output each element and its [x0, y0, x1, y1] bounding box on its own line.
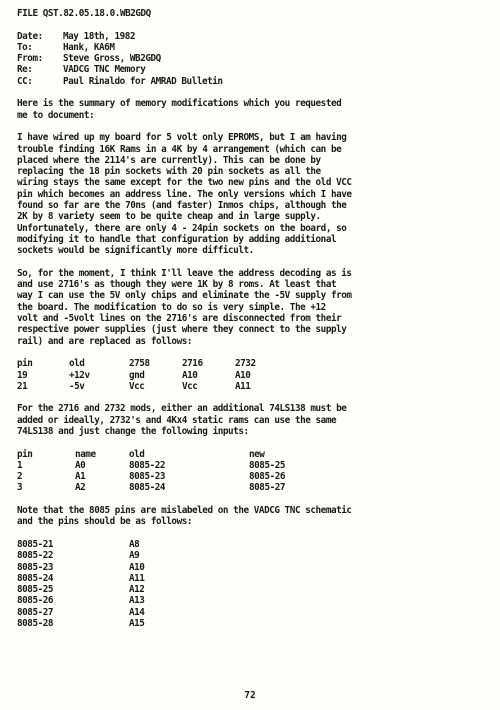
memo-re: Re: VADCG TNC Memory: [17, 64, 146, 76]
pin-table-address: [17, 539, 487, 629]
table-row: 1 A0 8085-22 8085-25: [17, 459, 286, 471]
table-row: 8085-24 A11: [17, 572, 145, 584]
table-header-row: pin old 2758 2716 2732: [17, 358, 256, 370]
memo-from: From: Steve Gross, WB2GDQ: [17, 53, 161, 65]
memo-to: To: Hank, KA6M: [17, 41, 115, 53]
table-row: 8085-28 A15: [17, 618, 145, 630]
paragraph-intro: Here is the summary of memory modifications which you requested me to document:: [17, 98, 342, 121]
paragraph-mislabeled-note: Note that the 8085 pins are mislabeled on the VADCG TNC schematic and the pins should be as follows:: [17, 505, 352, 528]
memo-date: Date: May 18th, 1982: [17, 30, 136, 42]
table-row: 8085-21 A8: [17, 538, 140, 550]
memo-cc: CC: Paul Rinaldo for AMRAD Bulletin: [17, 75, 223, 87]
table-row: 8085-22 A9: [17, 550, 140, 562]
paragraph-2716-mods: For the 2716 and 2732 mods, either an additional 74LS138 must be added or ideally, 2732's and 4Kx4 static rams can use the same 74LS138 and just change the following inputs:: [17, 403, 347, 437]
document-body: [17, 8, 487, 629]
page-number: 72: [244, 690, 256, 701]
table-row: 8085-25 A12: [17, 584, 145, 596]
table-row: 8085-26 A13: [17, 595, 145, 607]
pin-table-inputs: [17, 449, 487, 494]
paragraph-wiring: I have wired up my board for 5 volt only EPROMS, but I am having trouble finding 16K Rams in a 4K by 4 arrangement (which can be placed where the 2114's are currently). This can be done by replacing the 18 pin sockets with 20 pin sockets as all the wiring stays the same except for the two new pins and the old VCC pin which becomes an address line. The only versions which I have found so far are the 70ns (and faster) Inmos chips, although the 2K by 8 variety seem to be quite cheap and in large supply. Unfortunately, there are only 4 - 24pin sockets on the board, so modifying it to handle that configuration by adding additional sockets would be significantly more difficult.: [17, 132, 352, 257]
memo-header: [17, 31, 487, 87]
pin-table-power: [17, 358, 487, 392]
paragraph-modification: So, for the moment, I think I'll leave the address decoding as is and use 2716's as though they were 1K by 8 roms. At least that way I can use the 5V only chips and eliminate the -5V supply from the board. The modification to do so is very simple. The +12 volt and -5volt lines on the 2716's are disconnected from their respective power supplies (just where they connect to the supply rail) and are replaced as follows:: [17, 267, 352, 347]
table-row: 21 -5v Vcc Vcc A11: [17, 380, 251, 392]
table-row: 2 A1 8085-23 8085-26: [17, 471, 286, 483]
table-header-row: pin name old new: [17, 448, 265, 460]
file-header: FILE QST.82.05.18.0.WB2GDQ: [17, 8, 151, 19]
table-row: 3 A2 8085-24 8085-27: [17, 482, 286, 494]
table-row: 8085-27 A14: [17, 606, 145, 618]
table-row: 8085-23 A10: [17, 561, 145, 573]
table-row: 19 +12v gnd A10 A10: [17, 369, 251, 381]
